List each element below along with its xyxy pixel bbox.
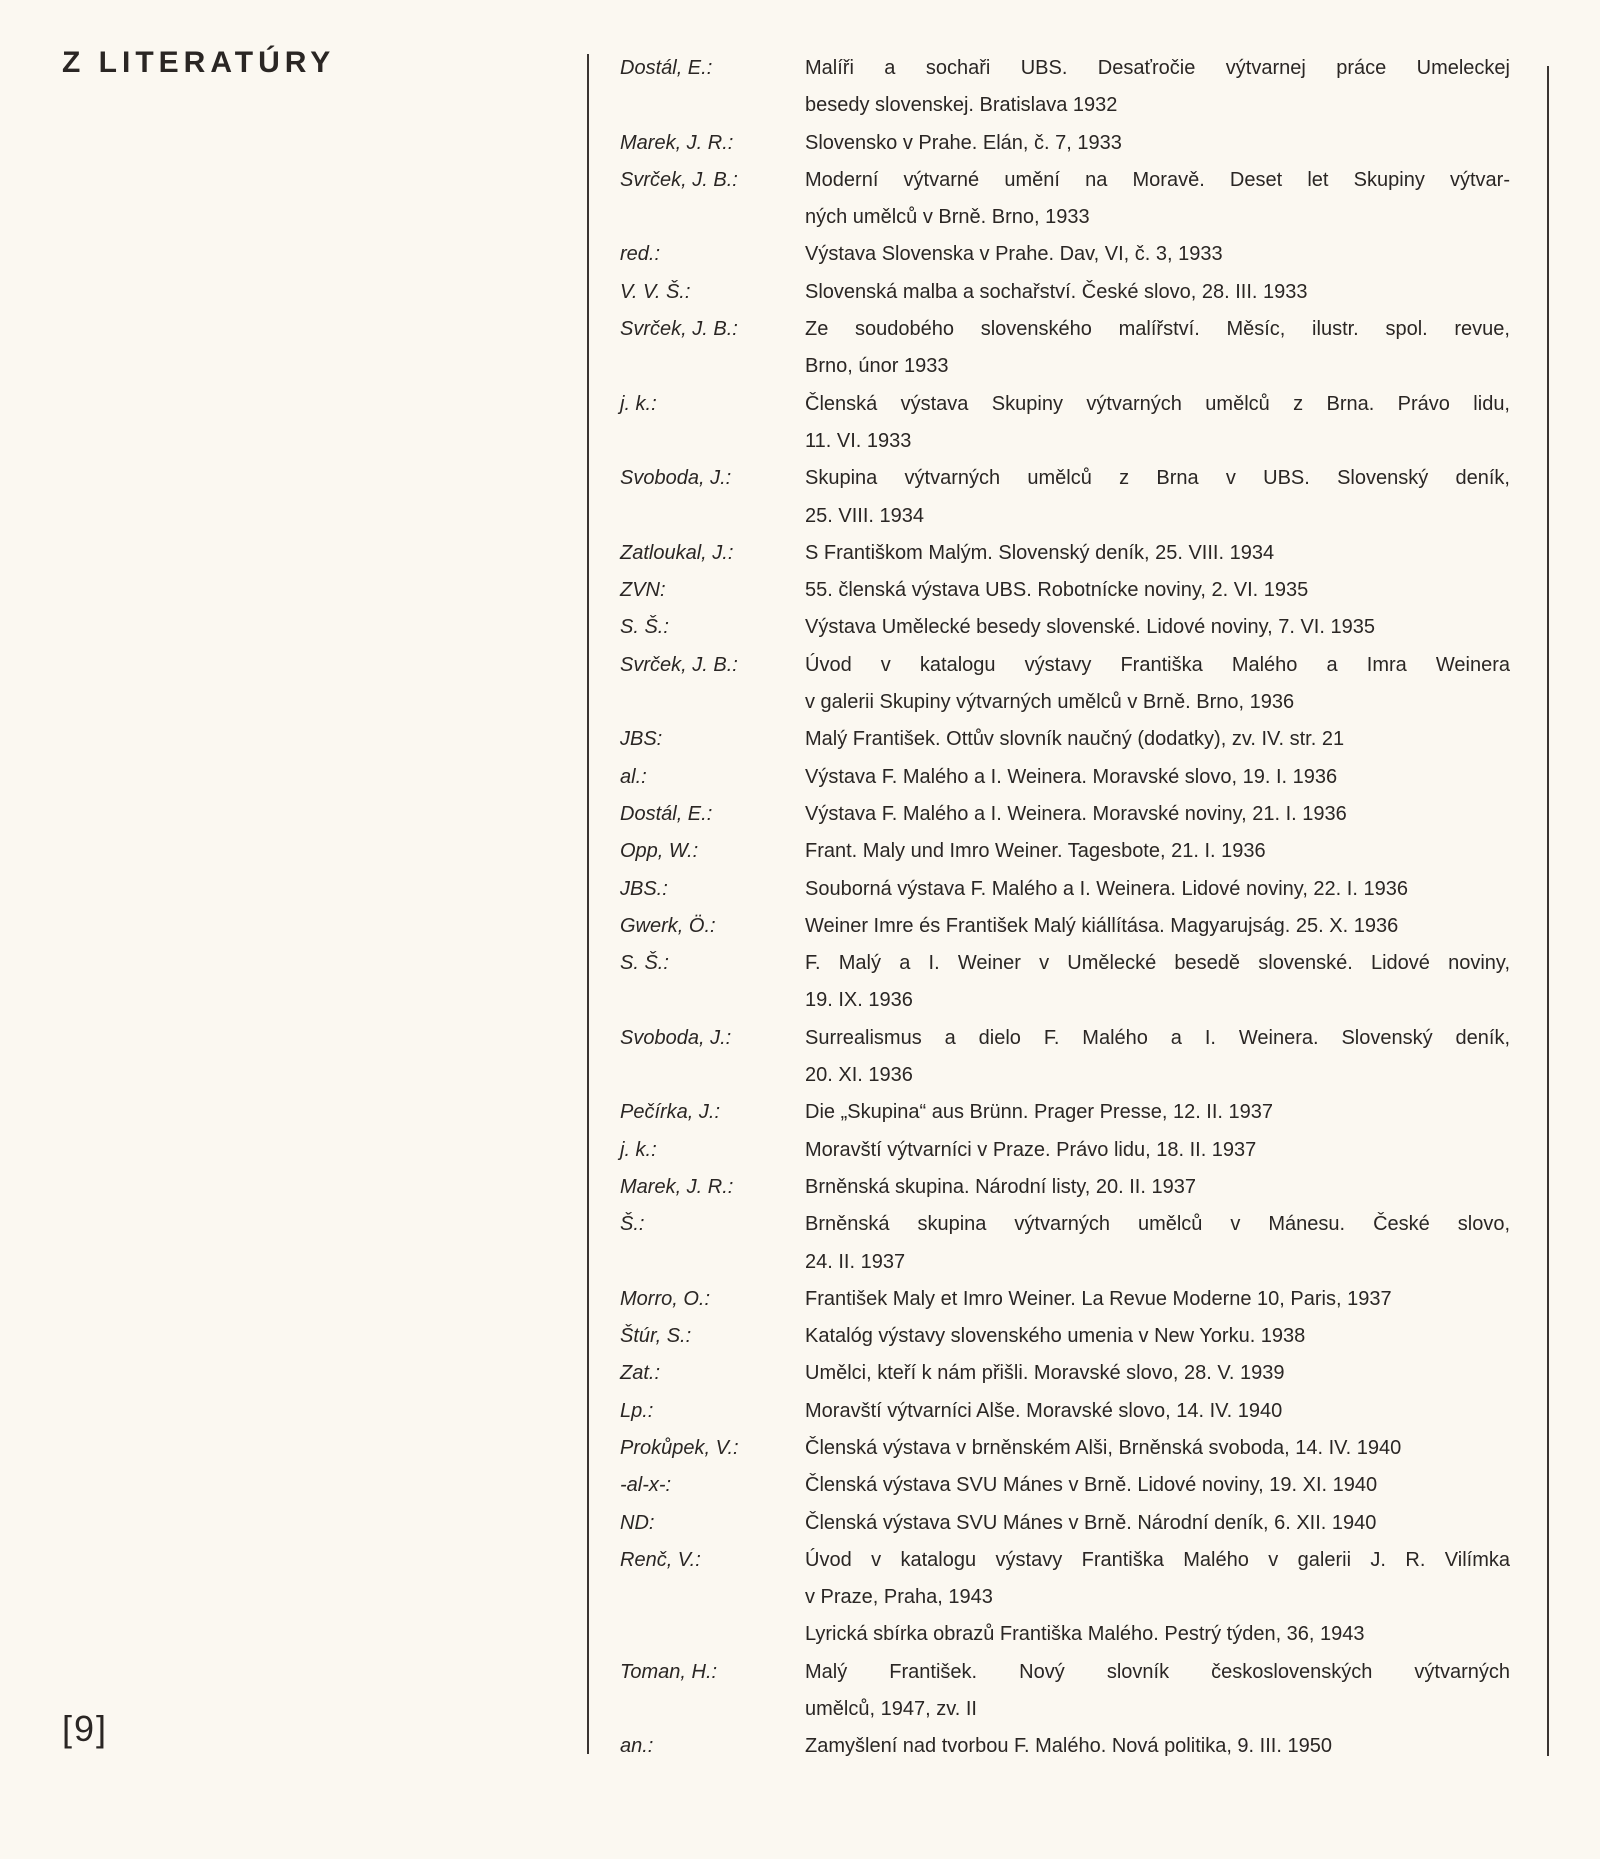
entry-author: Š.:: [620, 1213, 645, 1236]
entry-author: Svoboda, J.:: [620, 1026, 732, 1049]
bibliography-entry: [620, 1542, 1510, 1617]
bibliography-entry: [620, 162, 1510, 237]
citation-line: Malíři a sochaři UBS. Desaťročie výtvarnej práce Umeleckej: [805, 57, 1510, 79]
citation-line: Moravští výtvarníci Alše. Moravské slovo, 14. IV. 1940: [805, 1399, 1283, 1422]
citation-line: Výstava F. Malého a I. Weinera. Moravské slovo, 19. I. 1936: [805, 765, 1338, 788]
entry-citation: [805, 647, 1510, 722]
citation-line: Souborná výstava F. Malého a I. Weinera. Lidové noviny, 22. I. 1936: [805, 877, 1408, 900]
entry-citation: [805, 1318, 1510, 1355]
entry-author: Renč, V.:: [620, 1548, 701, 1571]
citation-line: ných umělců v Brně. Brno, 1933: [805, 206, 1090, 229]
citation-line: Úvod v katalogu výstavy Františka Malého a Imra Weinera: [805, 653, 1510, 676]
citation-line: v galerii Skupiny výtvarných umělců v Brně. Brno, 1936: [805, 691, 1295, 714]
bibliography-entry: [620, 796, 1510, 833]
entry-author: Dostál, E.:: [620, 802, 713, 825]
entry-author: Zatloukal, J.:: [620, 541, 734, 564]
entry-author: Marek, J. R.:: [620, 1175, 734, 1198]
citation-line: Členská výstava Skupiny výtvarných umělců z Brna. Právo lidu,: [805, 392, 1510, 415]
entry-citation: [805, 460, 1510, 535]
citation-line: Členská výstava SVU Mánes v Brně. Lidové noviny, 19. XI. 1940: [805, 1474, 1378, 1497]
bibliography-entry: [620, 1467, 1510, 1504]
entry-citation: [805, 1467, 1510, 1504]
citation-line: Frant. Maly und Imro Weiner. Tagesbote, 21. I. 1936: [805, 840, 1266, 863]
citation-line: Weiner Imre és František Malý kiállítása. Magyarujság. 25. X. 1936: [805, 914, 1399, 937]
entry-author: j. k.:: [620, 392, 657, 415]
bibliography-entry: [620, 1318, 1510, 1355]
entry-citation: [805, 908, 1510, 945]
entry-author: Toman, H.:: [620, 1660, 718, 1683]
citation-line: Ze soudobého slovenského malířství. Měsíc, ilustr. spol. revue,: [805, 318, 1510, 341]
citation-line: 19. IX. 1936: [805, 989, 913, 1012]
citation-line: v Praze, Praha, 1943: [805, 1586, 993, 1609]
entry-citation: [805, 162, 1510, 237]
right-rule-divider: [1547, 66, 1549, 1756]
entry-author: -al-x-:: [620, 1474, 672, 1497]
bibliography-entry: [620, 1505, 1510, 1542]
citation-line: Členská výstava SVU Mánes v Brně. Národní deník, 6. XII. 1940: [805, 1511, 1377, 1534]
citation-line: 24. II. 1937: [805, 1250, 906, 1273]
bibliography-entry: [620, 1616, 1510, 1653]
citation-line: Výstava F. Malého a I. Weinera. Moravské noviny, 21. I. 1936: [805, 802, 1347, 825]
entry-citation: [805, 311, 1510, 386]
bibliography-entry: [620, 460, 1510, 535]
bibliography-entry: [620, 1728, 1510, 1765]
bibliography-entry: [620, 386, 1510, 461]
entry-citation: [805, 1132, 1510, 1169]
citation-line: Moravští výtvarníci v Praze. Právo lidu, 18. II. 1937: [805, 1138, 1257, 1161]
entry-citation: [805, 125, 1510, 162]
citation-line: František Maly et Imro Weiner. La Revue Moderne 10, Paris, 1937: [805, 1287, 1392, 1310]
entry-citation: [805, 1654, 1510, 1729]
entry-author: Svrček, J. B.:: [620, 653, 738, 676]
citation-line: umělců, 1947, zv. II: [805, 1698, 977, 1721]
bibliography-entry: [620, 50, 1510, 125]
bibliography-entry: [620, 871, 1510, 908]
citation-line: F. Malý a I. Weiner v Umělecké besedě slovenské. Lidové noviny,: [805, 952, 1510, 975]
entry-citation: [805, 1728, 1510, 1765]
entry-citation: [805, 1616, 1510, 1653]
entry-author: Svrček, J. B.:: [620, 168, 738, 191]
bibliography-entry: [620, 1281, 1510, 1318]
entry-citation: [805, 236, 1510, 273]
bibliography-list: [620, 50, 1510, 1766]
entry-citation: [805, 1355, 1510, 1392]
bibliography-entry: [620, 759, 1510, 796]
entry-author: JBS.:: [620, 877, 668, 900]
citation-line: 25. VIII. 1934: [805, 504, 924, 527]
citation-line: Die „Skupina“ aus Brünn. Prager Presse, 12. II. 1937: [805, 1101, 1274, 1124]
citation-line: Umělci, kteří k nám přišli. Moravské slovo, 28. V. 1939: [805, 1362, 1285, 1385]
entry-citation: [805, 945, 1510, 1020]
bibliography-entry: [620, 721, 1510, 758]
entry-author: Prokůpek, V.:: [620, 1436, 739, 1459]
bibliography-entry: [620, 572, 1510, 609]
entry-citation: [805, 721, 1510, 758]
entry-author: Lp.:: [620, 1399, 654, 1422]
bibliography-entry: [620, 945, 1510, 1020]
entry-author: Opp, W.:: [620, 840, 699, 863]
entry-author: Zat.:: [620, 1362, 661, 1385]
entry-citation: [805, 871, 1510, 908]
bibliography-entry: [620, 1132, 1510, 1169]
bibliography-entry: [620, 311, 1510, 386]
entry-author: Gwerk, Ö.:: [620, 914, 716, 937]
citation-line: Slovenská malba a sochařství. České slovo, 28. III. 1933: [805, 280, 1308, 303]
citation-line: Brněnská skupina výtvarných umělců v Mánesu. České slovo,: [805, 1213, 1510, 1236]
bibliography-entry: [620, 535, 1510, 572]
citation-line: Malý František. Ottův slovník naučný (dodatky), zv. IV. str. 21: [805, 728, 1345, 751]
entry-citation: [805, 1169, 1510, 1206]
citation-line: Surrealismus a dielo F. Malého a I. Weinera. Slovenský deník,: [805, 1026, 1510, 1049]
bibliography-entry: [620, 647, 1510, 722]
page-number: [9]: [62, 1708, 109, 1749]
bibliography-entry: [620, 1654, 1510, 1729]
entry-citation: [805, 1542, 1510, 1617]
citation-line: Členská výstava v brněnském Alši, Brněnská svoboda, 14. IV. 1940: [805, 1436, 1402, 1459]
entry-author: JBS:: [620, 728, 663, 751]
entry-author: V. V. Š.:: [620, 280, 691, 303]
bibliography-entry: [620, 1094, 1510, 1131]
entry-author: Morro, O.:: [620, 1287, 711, 1310]
entry-citation: [805, 386, 1510, 461]
bibliography-entry: [620, 1355, 1510, 1392]
entry-author: [620, 1616, 805, 1653]
bibliography-entry: [620, 1169, 1510, 1206]
citation-line: 55. členská výstava UBS. Robotnícke noviny, 2. VI. 1935: [805, 579, 1309, 602]
citation-line: Brno, únor 1933: [805, 355, 949, 378]
bibliography-entry: [620, 274, 1510, 311]
citation-line: Katalóg výstavy slovenského umenia v New Yorku. 1938: [805, 1325, 1306, 1348]
bibliography-entry: [620, 1430, 1510, 1467]
bibliography-entry: [620, 908, 1510, 945]
citation-line: 11. VI. 1933: [805, 429, 912, 452]
citation-line: Lyrická sbírka obrazů Františka Malého. Pestrý týden, 36, 1943: [805, 1623, 1365, 1646]
citation-line: Skupina výtvarných umělců z Brna v UBS. Slovenský deník,: [805, 467, 1510, 490]
entry-author: Svoboda, J.:: [620, 467, 732, 490]
citation-line: 20. XI. 1936: [805, 1064, 913, 1087]
entry-author: Svrček, J. B.:: [620, 318, 738, 341]
citation-line: besedy slovenskej. Bratislava 1932: [805, 94, 1118, 117]
citation-line: Zamyšlení nad tvorbou F. Malého. Nová politika, 9. III. 1950: [805, 1735, 1332, 1758]
entry-author: al.:: [620, 765, 647, 788]
entry-citation: [805, 50, 1510, 125]
entry-citation: [805, 535, 1510, 572]
entry-citation: [805, 759, 1510, 796]
entry-author: Štúr, S.:: [620, 1325, 692, 1348]
citation-line: Malý František. Nový slovník československých výtvarných: [805, 1660, 1510, 1683]
bibliography-entry: [620, 1206, 1510, 1281]
entry-citation: [805, 833, 1510, 870]
left-rule-divider: [587, 54, 589, 1754]
entry-citation: [805, 1393, 1510, 1430]
entry-author: Dostál, E.:: [620, 57, 713, 79]
entry-author: ND:: [620, 1511, 655, 1534]
entry-author: j. k.:: [620, 1138, 657, 1161]
entry-author: Pečírka, J.:: [620, 1101, 721, 1124]
bibliography-entry: [620, 833, 1510, 870]
entry-author: an.:: [620, 1735, 654, 1758]
entry-citation: [805, 796, 1510, 833]
entry-citation: [805, 1206, 1510, 1281]
entry-citation: [805, 1094, 1510, 1131]
entry-citation: [805, 1505, 1510, 1542]
citation-line: Slovensko v Prahe. Elán, č. 7, 1933: [805, 131, 1122, 154]
entry-author: ZVN:: [620, 579, 666, 602]
entry-citation: [805, 1020, 1510, 1095]
citation-line: Úvod v katalogu výstavy Františka Malého v galerii J. R. Vilímka: [805, 1548, 1510, 1571]
entry-author: red.:: [620, 243, 661, 266]
bibliography-entry: [620, 609, 1510, 646]
entry-author: Marek, J. R.:: [620, 131, 734, 154]
citation-line: Moderní výtvarné umění na Moravě. Deset let Skupiny výtvar-: [805, 168, 1510, 191]
citation-line: Výstava Umělecké besedy slovenské. Lidové noviny, 7. VI. 1935: [805, 616, 1375, 639]
page-title: Z LITERATÚRY: [62, 46, 336, 79]
entry-author: S. Š.:: [620, 616, 669, 639]
bibliography-entry: [620, 1020, 1510, 1095]
entry-author: S. Š.:: [620, 952, 669, 975]
bibliography-entry: [620, 125, 1510, 162]
entry-citation: [805, 1281, 1510, 1318]
citation-line: Výstava Slovenska v Prahe. Dav, VI, č. 3, 1933: [805, 243, 1223, 266]
citation-line: S Františkom Malým. Slovenský deník, 25. VIII. 1934: [805, 541, 1275, 564]
entry-citation: [805, 572, 1510, 609]
bibliography-entry: [620, 236, 1510, 273]
citation-line: Brněnská skupina. Národní listy, 20. II. 1937: [805, 1175, 1196, 1198]
entry-citation: [805, 609, 1510, 646]
bibliography-entry: [620, 1393, 1510, 1430]
entry-citation: [805, 1430, 1510, 1467]
entry-citation: [805, 274, 1510, 311]
